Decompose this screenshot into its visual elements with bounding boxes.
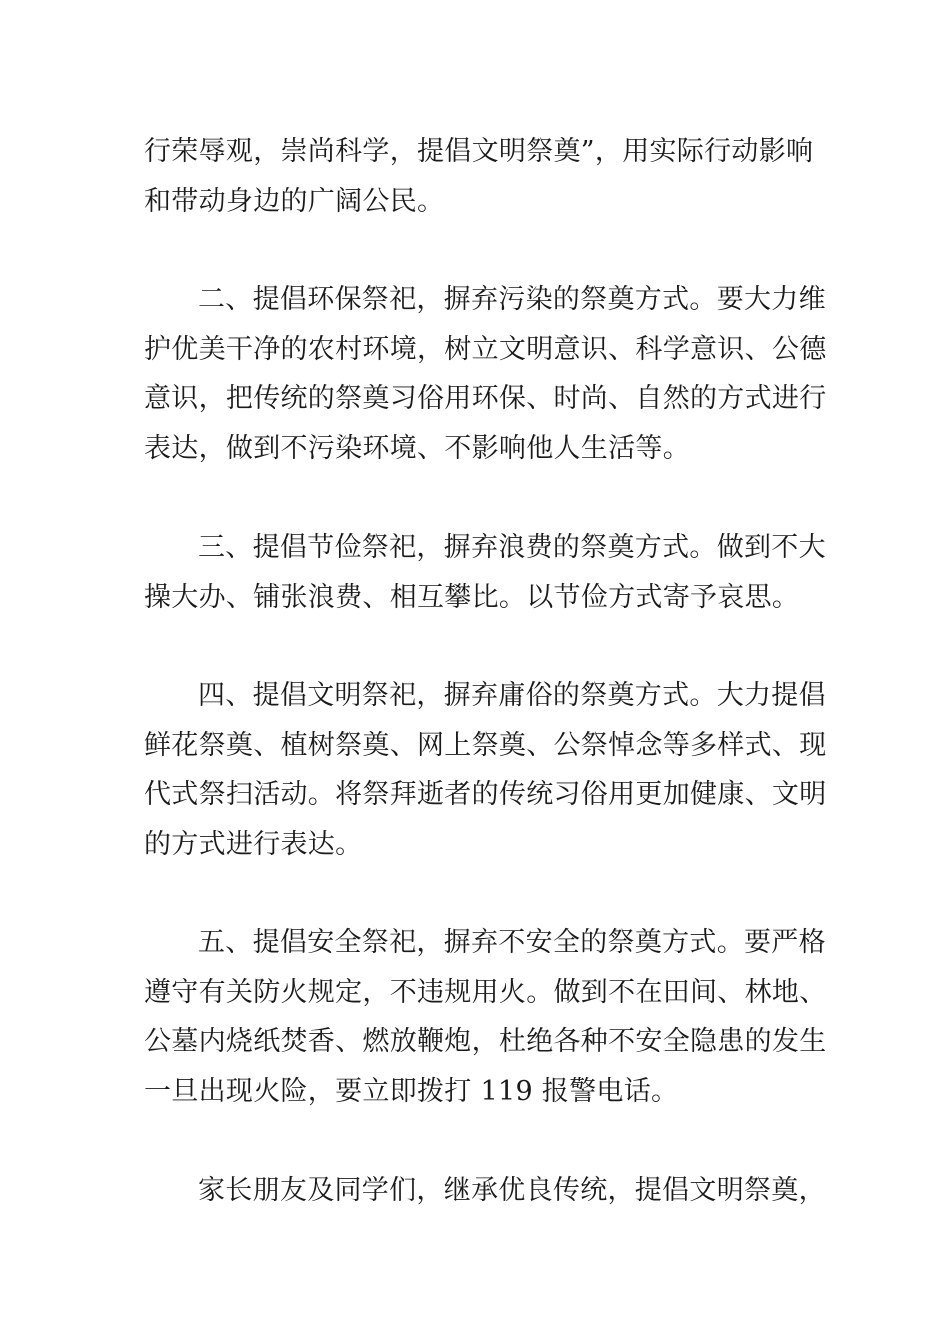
text-line: 公墓内烧纸焚香、燃放鞭炮，杜绝各种不安全隐患的发生 <box>144 1026 827 1057</box>
text-line: 代式祭扫活动。将祭拜逝者的传统习俗用更加健康、文明 <box>144 779 827 810</box>
text-line: 表达，做到不污染环境、不影响他人生活等。 <box>144 432 690 464</box>
text-line: 意识，把传统的祭奠习俗用环保、时尚、自然的方式进行 <box>144 383 827 414</box>
paragraph-continuation <box>144 127 814 226</box>
text-line: 的方式进行表达。 <box>144 828 363 860</box>
text-line: 和带动身边的广阔公民。 <box>144 185 445 217</box>
text-line: 四、提倡文明祭祀，摒弃庸俗的祭奠方式。大力提倡 <box>198 680 826 711</box>
text-line: 家长朋友及同学们，继承优良传统，提倡文明祭奠， <box>198 1175 826 1206</box>
paragraph-item-4 <box>144 671 827 869</box>
text-line: 二、提倡环保祭祀，摒弃污染的祭奠方式。要大力维 <box>198 284 826 315</box>
paragraph-closing <box>144 1166 826 1216</box>
text-line: 鲜花祭奠、植树祭奠、网上祭奠、公祭悼念等多样式、现 <box>144 729 827 761</box>
paragraph-item-2 <box>144 275 827 473</box>
text-line: 行荣辱观，崇尚科学，提倡文明祭奠”，用实际行动影响 <box>144 136 814 167</box>
paragraph-item-5 <box>144 918 827 1116</box>
text-line: 遵守有关防火规定，不违规用火。做到不在田间、林地、 <box>144 976 827 1008</box>
text-line: 一旦出现火险，要立即拨打 119 报警电话。 <box>144 1075 679 1107</box>
text-line: 护优美干净的农村环境，树立文明意识、科学意识、公德 <box>144 333 827 365</box>
text-line: 操大办、铺张浪费、相互攀比。以节俭方式寄予哀思。 <box>144 581 800 613</box>
text-line: 五、提倡安全祭祀，摒弃不安全的祭奠方式。要严格 <box>198 927 826 958</box>
text-line: 三、提倡节俭祭祀，摒弃浪费的祭奠方式。做到不大 <box>198 532 826 563</box>
paragraph-item-3 <box>144 523 826 622</box>
